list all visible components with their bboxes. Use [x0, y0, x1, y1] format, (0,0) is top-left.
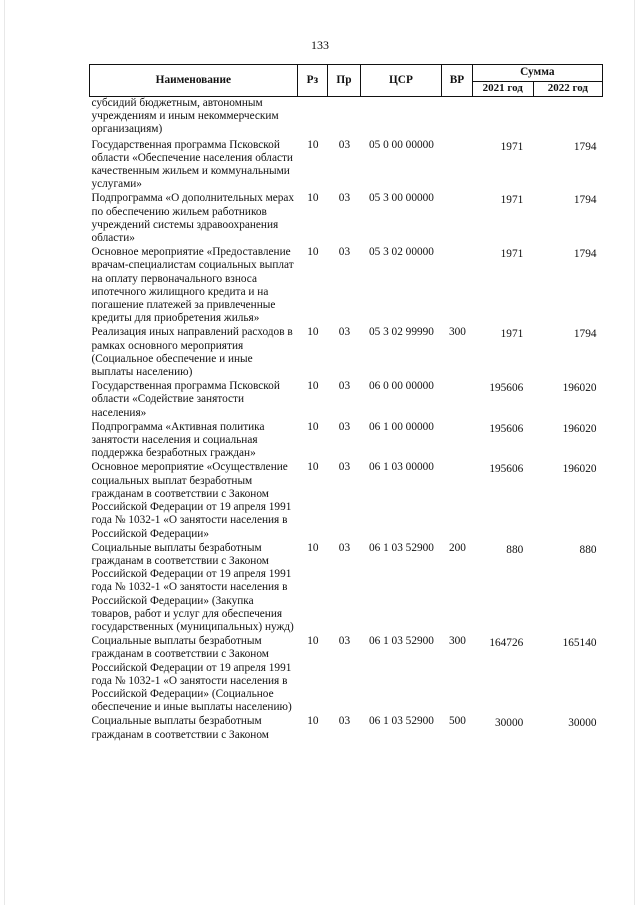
- row-csr: 06 1 03 00000: [368, 461, 434, 474]
- row-csr: 06 1 03 52900: [368, 715, 434, 728]
- row-sum-2021: 1971: [500, 248, 524, 261]
- row-csr: 05 3 00 00000: [368, 192, 434, 205]
- scan-edge-right: [634, 0, 635, 905]
- row-csr: 05 0 00 00000: [368, 138, 434, 151]
- table-row: [90, 326, 603, 380]
- table-row-continuation: [90, 97, 603, 139]
- row-pr: 03: [338, 380, 351, 393]
- row-rz: 10: [307, 541, 319, 554]
- row-rz: 10: [307, 138, 319, 151]
- page-number: 133: [311, 38, 329, 52]
- table-row: [90, 461, 603, 541]
- row-name: Основное мероприятие «Предоставление врачам-специалистам социальных выплат на оплату первоначального взноса ипотечного жилищного кредита и на погашение платежей за привлеченные кредиты для приобретения жилья»: [91, 246, 294, 325]
- row-sum-2022: 880: [579, 543, 597, 556]
- row-pr: 03: [338, 192, 351, 205]
- row-name: субсидий бюджетным, автономным учреждениям и иным некоммерческим организациям): [91, 97, 279, 136]
- row-rz: 10: [307, 461, 319, 474]
- header-year-2022: 2022 год: [533, 82, 602, 97]
- row-csr: 05 3 02 00000: [368, 246, 434, 259]
- row-pr: 03: [338, 326, 351, 339]
- row-vr: [442, 139, 473, 193]
- header-sum: Сумма: [472, 65, 602, 82]
- row-vr: [442, 246, 473, 326]
- scan-edge-left: [4, 0, 5, 905]
- row-vr: 200: [448, 541, 466, 554]
- row-sum-2022: 1794: [573, 328, 597, 341]
- row-pr: 03: [338, 246, 351, 259]
- table-row: [90, 715, 603, 742]
- row-rz: 10: [307, 635, 319, 648]
- row-vr: 300: [448, 326, 466, 339]
- row-name: Социальные выплаты безработным гражданам в соответствии с Законом Российской Федерации от 19 апреля 1991 года № 1032-1 «О занятости населения в Российской Федерации» (Социальное обеспечение и иные выплаты населению): [91, 635, 292, 714]
- table-row: [90, 192, 603, 246]
- row-sum-2022: 1794: [573, 194, 597, 207]
- header-rz: Рз: [297, 65, 328, 97]
- row-name: Государственная программа Псковской области «Содействие занятости населения»: [91, 380, 280, 419]
- header-csr: ЦСР: [360, 65, 441, 97]
- row-rz: 10: [307, 420, 319, 433]
- table-body: [90, 97, 603, 743]
- header-name: Наименование: [90, 65, 298, 97]
- row-sum-2021: 880: [506, 543, 524, 556]
- table-row: [90, 139, 603, 193]
- row-name: Подпрограмма «Активная политика занятости населения и социальная поддержка безработных граждан»: [91, 420, 265, 460]
- row-pr: 03: [338, 635, 351, 648]
- row-rz: 10: [307, 246, 319, 259]
- row-sum-2022: 1794: [573, 140, 597, 153]
- row-name: Социальные выплаты безработным гражданам в соответствии с Законом: [91, 715, 269, 741]
- budget-table: [89, 64, 603, 743]
- row-sum-2021: 1971: [500, 140, 524, 153]
- row-sum-2021: 1971: [500, 194, 524, 207]
- row-sum-2021: 164726: [489, 637, 524, 650]
- row-rz: 10: [307, 715, 319, 728]
- row-rz: 10: [307, 192, 319, 205]
- table-row: [90, 635, 603, 715]
- row-pr: 03: [338, 461, 351, 474]
- row-name: Подпрограмма «О дополнительных мерах по обеспечению жильем работников учреждений системы здравоохранения области»: [91, 192, 295, 245]
- table-row: [90, 246, 603, 326]
- row-sum-2021: 30000: [495, 717, 524, 730]
- row-name: Социальные выплаты безработным гражданам в соответствии с Законом Российской Федерации от 19 апреля 1991 года № 1032-1 «О занятости населения в Российской Федерации» (Закупка товаров, работ и услуг для обеспечения государственных (муниципальных) нужд): [91, 541, 294, 633]
- row-sum-2022: 196020: [562, 422, 597, 435]
- table-header: [90, 65, 603, 97]
- row-sum-2022: 1794: [573, 248, 597, 261]
- row-sum-2021: 1971: [500, 328, 524, 341]
- row-vr: 300: [448, 635, 466, 648]
- row-pr: 03: [338, 420, 351, 433]
- row-sum-2022: 165140: [562, 637, 597, 650]
- row-sum-2021: 195606: [489, 382, 524, 395]
- header-vr: ВР: [442, 65, 473, 97]
- row-sum-2022: 196020: [562, 382, 597, 395]
- row-vr: [442, 461, 473, 541]
- row-name: Основное мероприятие «Осуществление социальных выплат безработным гражданам в соответствии с Законом Российской Федерации от 19 апреля 1991 года № 1032-1 «О занятости населения в Российской Федерации»: [91, 461, 292, 540]
- row-csr: 06 1 03 52900: [368, 635, 434, 648]
- row-name: Реализация иных направлений расходов в рамках основного мероприятия (Социальное обеспечение и иные выплаты населению): [91, 326, 293, 379]
- header-pr: Пр: [328, 65, 361, 97]
- row-sum-2022: 30000: [568, 717, 597, 730]
- row-vr: 500: [448, 715, 466, 728]
- row-pr: 03: [338, 541, 351, 554]
- row-csr: 06 0 00 00000: [368, 380, 434, 393]
- row-name: Государственная программа Псковской области «Обеспечение населения области качественным жильем и коммунальными услугами»: [91, 138, 293, 191]
- row-rz: 10: [307, 326, 319, 339]
- row-vr: [442, 421, 473, 462]
- table-row: [90, 380, 603, 421]
- row-pr: 03: [338, 715, 351, 728]
- row-rz: 10: [307, 380, 319, 393]
- row-pr: 03: [338, 138, 351, 151]
- table-row: [90, 542, 603, 635]
- row-vr: [442, 192, 473, 246]
- row-csr: 06 1 03 52900: [368, 541, 434, 554]
- table-row: [90, 421, 603, 462]
- header-year-2021: 2021 год: [472, 82, 533, 97]
- row-csr: 05 3 02 99990: [368, 326, 434, 339]
- row-sum-2022: 196020: [562, 463, 597, 476]
- row-sum-2021: 195606: [489, 422, 524, 435]
- row-sum-2021: 195606: [489, 463, 524, 476]
- row-csr: 06 1 00 00000: [368, 420, 434, 433]
- row-vr: [442, 380, 473, 421]
